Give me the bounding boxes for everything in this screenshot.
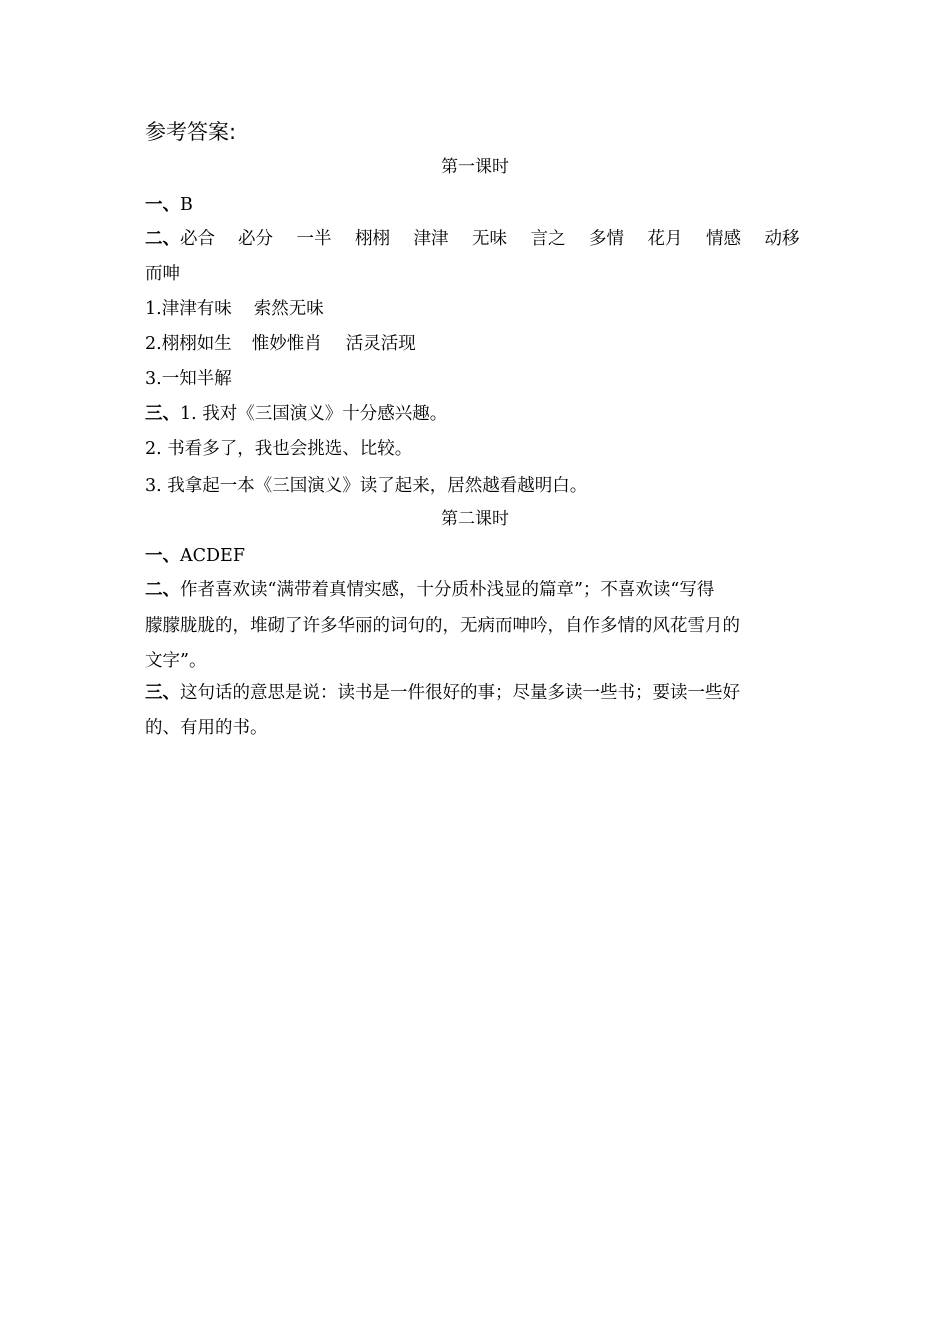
word-cell: 花月 xyxy=(647,229,683,249)
word-cell: 情感 xyxy=(706,229,741,249)
lesson1-q3 xyxy=(145,402,805,426)
lesson1-q1-number: 一、 xyxy=(145,195,180,215)
lesson1-q2-item-1 xyxy=(145,297,805,321)
word-cell: 津津 xyxy=(413,229,449,249)
lesson2-q2-text: 朦朦胧胧的，堆砌了许多华丽的词句的，无病而呻吟，自作多情的风花雪月的 xyxy=(145,616,740,636)
lesson2-heading: 第二课时 xyxy=(441,509,509,529)
lesson2-q2-number: 二、 xyxy=(145,580,180,600)
lesson2-q3 xyxy=(145,681,805,705)
lesson2-q1-number: 一、 xyxy=(145,546,180,566)
lesson1-q1 xyxy=(145,193,805,217)
lesson1-q2 xyxy=(145,227,805,251)
lesson1-q2-wrap: 而呻 xyxy=(145,264,180,284)
word-cell: 动移 xyxy=(764,229,800,249)
lesson2-q2-text: 文字”。 xyxy=(145,651,207,671)
lesson2-q2 xyxy=(145,578,805,602)
lesson1-q1-answer: B xyxy=(180,195,193,215)
idiom: 索然无味 xyxy=(253,299,324,319)
lesson1-heading: 第一课时 xyxy=(441,157,509,177)
lesson2-q2-text: 作者喜欢读“满带着真情实感，十分质朴浅显的篇章”；不喜欢读“写得 xyxy=(180,580,715,600)
lesson2-q1-answer: ACDEF xyxy=(180,546,245,566)
word-cell: 言之 xyxy=(530,229,566,249)
word-cell: 必合 xyxy=(180,229,215,249)
idiom: 1.津津有味 xyxy=(145,299,232,319)
idiom: 活灵活现 xyxy=(345,334,416,354)
word-cell: 栩栩 xyxy=(355,229,390,249)
lesson2-q1 xyxy=(145,544,805,568)
lesson1-q2-item-2 xyxy=(145,332,805,356)
page-title: 参考答案: xyxy=(145,120,237,144)
word-cell: 多情 xyxy=(589,229,624,249)
lesson1-q3-item: 1. 我对《三国演义》十分感兴趣。 xyxy=(180,404,448,424)
idiom: 惟妙惟肖 xyxy=(251,334,322,354)
lesson2-q3-number: 三、 xyxy=(145,683,180,703)
lesson1-q3-number: 三、 xyxy=(145,404,180,424)
idiom: 2.栩栩如生 xyxy=(145,334,232,354)
lesson2-q3-text: 的、有用的书。 xyxy=(145,718,268,738)
lesson1-q2-number: 二、 xyxy=(145,229,180,249)
word-cell: 必分 xyxy=(238,229,273,249)
lesson1-q3-item: 3. 我拿起一本《三国演义》读了起来，居然越看越明白。 xyxy=(145,476,588,496)
word-cell: 无味 xyxy=(472,229,507,249)
lesson1-q2-item-3: 3.一知半解 xyxy=(145,369,232,389)
lesson2-q3-text: 这句话的意思是说：读书是一件很好的事；尽量多读一些书；要读一些好 xyxy=(180,683,740,703)
lesson1-q3-item: 2. 书看多了，我也会挑选、比较。 xyxy=(145,439,413,459)
word-cell: 一半 xyxy=(296,229,332,249)
